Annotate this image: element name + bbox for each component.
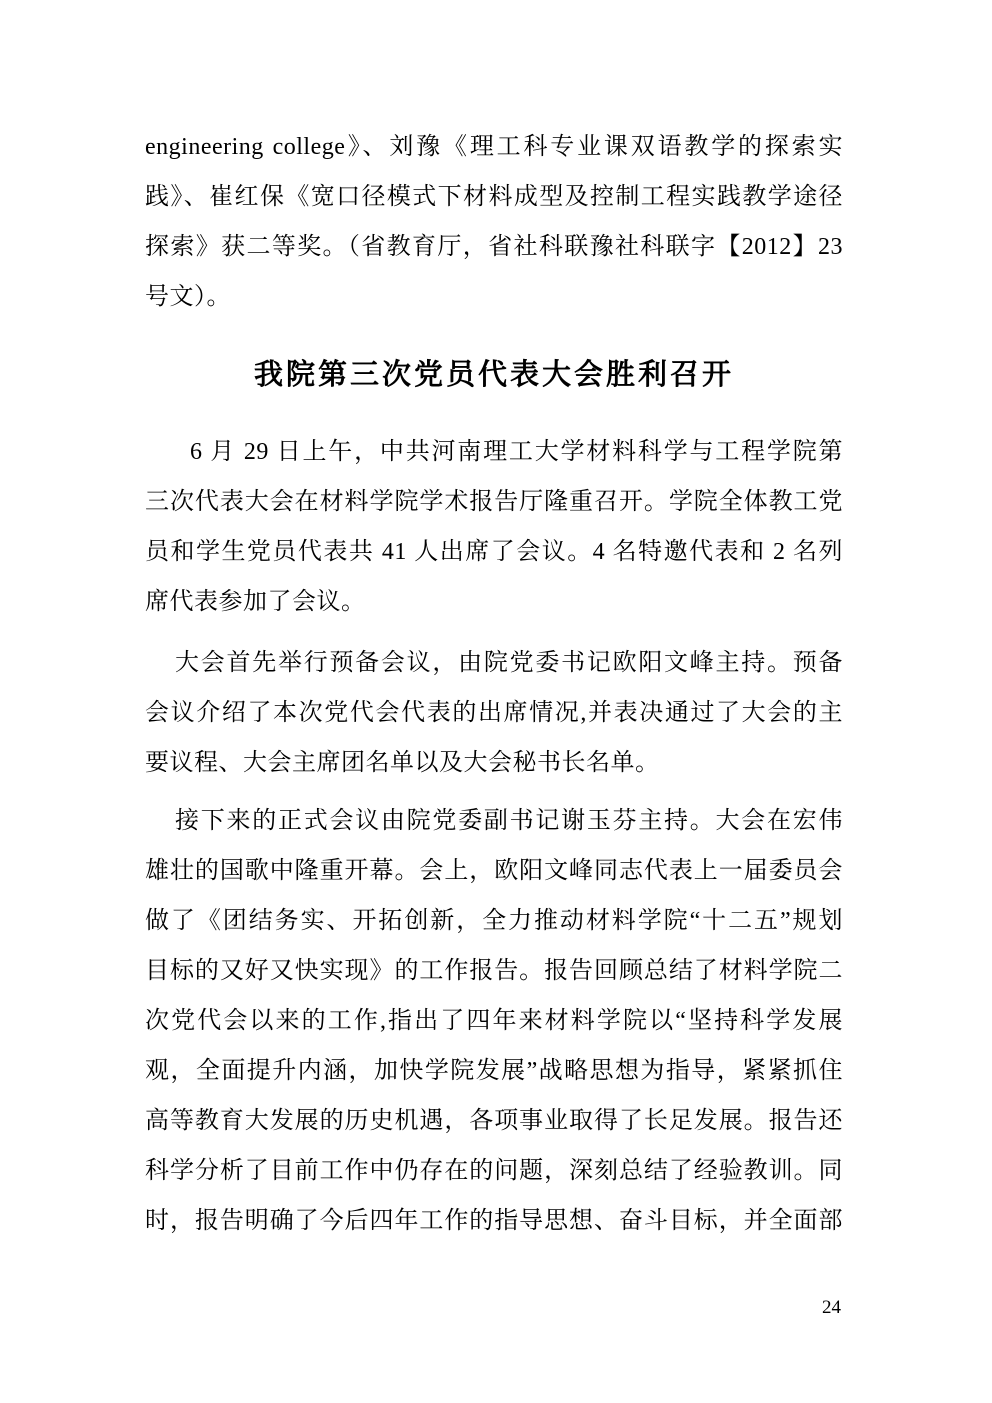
text-line: 践》、崔红保《宽口径模式下材料成型及控制工程实践教学途径	[145, 184, 843, 210]
text-line: 号文）。	[145, 284, 231, 310]
paragraph-formal-meeting	[145, 796, 843, 1246]
text-line: 目标的又好又快实现》的工作报告。报告回顾总结了材料学院二	[145, 958, 843, 984]
text-line: 科学分析了目前工作中仍存在的问题，深刻总结了经验教训。同	[145, 1158, 843, 1184]
document-body	[145, 122, 843, 1246]
text-line: 接下来的正式会议由院党委副书记谢玉芬主持。大会在宏伟	[175, 808, 843, 834]
text-line: 做了《团结务实、开拓创新，全力推动材料学院“十二五”规划	[145, 908, 843, 934]
text-line: 时，报告明确了今后四年工作的指导思想、奋斗目标，并全面部	[145, 1208, 843, 1234]
text-line: 席代表参加了会议。	[145, 589, 366, 615]
paragraph-preparatory-meeting	[145, 638, 843, 788]
text-line: 次党代会以来的工作,指出了四年来材料学院以“坚持科学发展	[145, 1008, 843, 1034]
text-line: 探索》获二等奖。（省教育厅，省社科联豫社科联字【2012】23	[145, 234, 843, 260]
text-line: engineering college》、刘豫《理工科专业课双语教学的探索实	[145, 134, 843, 160]
text-line: 高等教育大发展的历史机遇，各项事业取得了长足发展。报告还	[145, 1108, 843, 1134]
text-line: 6 月 29 日上午，中共河南理工大学材料科学与工程学院第	[190, 439, 843, 465]
paragraph-award-results	[145, 122, 843, 322]
paragraph-congress-opening	[145, 427, 843, 627]
text-line: 大会首先举行预备会议，由院党委书记欧阳文峰主持。预备	[175, 650, 843, 676]
text-line: 三次代表大会在材料学院学术报告厅隆重召开。学院全体教工党	[145, 489, 843, 515]
page-number: 24	[822, 1297, 841, 1318]
text-line: 员和学生党员代表共 41 人出席了会议。4 名特邀代表和 2 名列	[145, 539, 843, 565]
text-line: 雄壮的国歌中隆重开幕。会上，欧阳文峰同志代表上一届委员会	[145, 858, 843, 884]
text-line: 会议介绍了本次党代会代表的出席情况,并表决通过了大会的主	[145, 700, 843, 726]
text-line: 要议程、大会主席团名单以及大会秘书长名单。	[145, 750, 660, 776]
text-line: 观，全面提升内涵，加快学院发展”战略思想为指导，紧紧抓住	[145, 1058, 843, 1084]
article-title: 我院第三次党员代表大会胜利召开	[253, 359, 734, 391]
